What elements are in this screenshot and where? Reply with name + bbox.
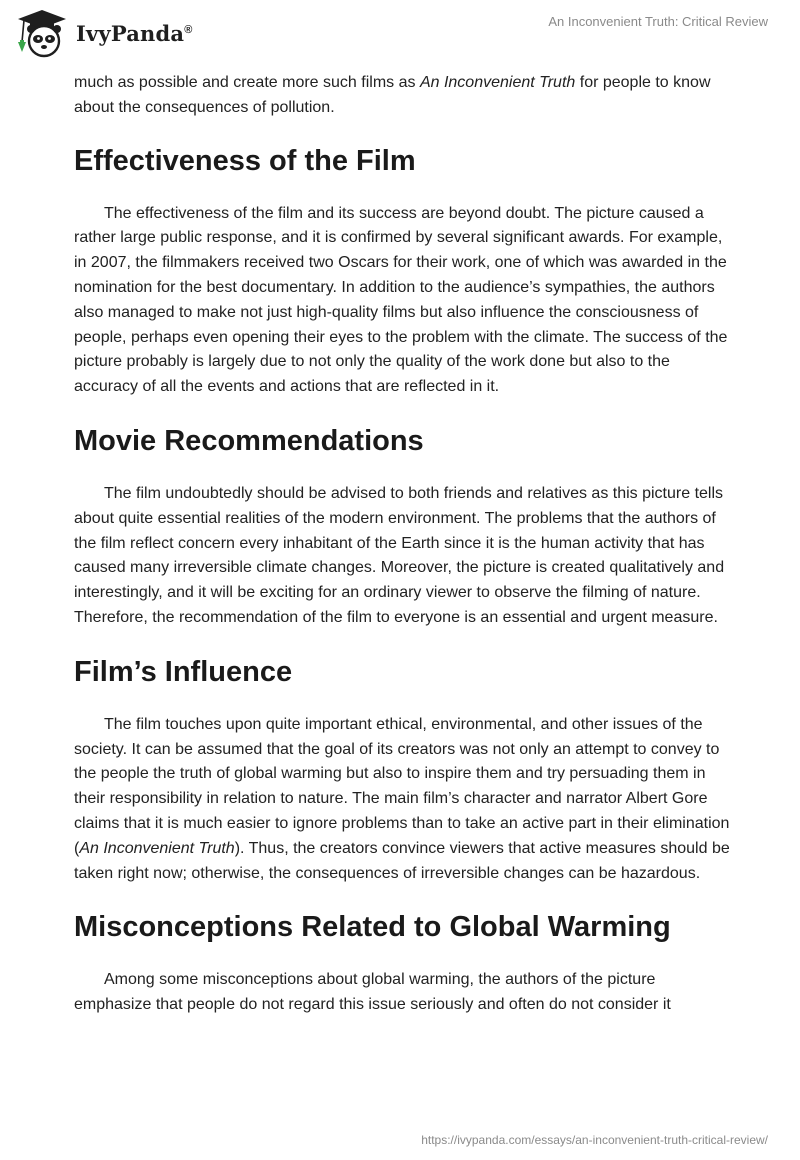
- film-title-italic: An Inconvenient Truth: [419, 74, 576, 91]
- panda-graduate-icon: [14, 8, 70, 58]
- page-header: [0, 0, 800, 70]
- section-heading-misconceptions: Misconceptions Related to Global Warming: [74, 911, 671, 944]
- section-heading-influence: Film’s Influence: [74, 655, 293, 688]
- citation-italic: An Inconvenient Truth: [79, 839, 235, 857]
- document-title: An Inconvenient Truth: Critical Review: [548, 14, 768, 29]
- essay-body: [74, 71, 730, 1018]
- section-paragraph-recommendations: The film undoubtedly should be advised to both friends and relatives as this picture tells about quite essential realities of the modern environment. The problems that the authors of the film reflect concern every inhabitant of the Earth since it is the human activity that has caused many irreversible climate changes. Moreover, the picture is created qualitatively and interestingly, and it will be exciting for an ordinary viewer to observe the filming of nature. Therefore, the recommendation of the film to everyone is an essential and urgent measure.: [74, 484, 725, 626]
- source-url[interactable]: https://ivypanda.com/essays/an-inconvenient-truth-critical-review/: [421, 1133, 768, 1147]
- section-paragraph-misconceptions: Among some misconceptions about global warming, the authors of the picture emphasize that people do not regard this issue seriously and often do not consider it: [74, 971, 671, 1014]
- section-paragraph-influence: The film touches upon quite important ethical, environmental, and other issues of the society. It can be assumed that the goal of its creators was not only an attempt to convey to the people the truth of global warming but also to inspire them and try persuading them in their responsibility in relation to nature. The main film’s character and narrator Albert Gore claims that it is much easier to ignore problems than to take an active part in their elimination (An Inconvenient Truth). Thus, the creators convince viewers that active measures should be taken right now; otherwise, the consequences of irreversible changes can be hazardous.: [74, 715, 730, 882]
- ivypanda-logo[interactable]: [14, 8, 193, 58]
- registered-mark: ®: [184, 23, 193, 36]
- section-heading-effectiveness: Effectiveness of the Film: [74, 144, 416, 177]
- brand-name: IvyPanda®: [76, 20, 193, 46]
- section-paragraph-effectiveness: The effectiveness of the film and its success are beyond doubt. The picture caused a rather large public response, and it is confirmed by several significant awards. For example, in 2007, the filmmakers received two Oscars for their work, one of which was awarded in the nomination for the best documentary. In addition to the audience’s sympathies, the authors also managed to make not just high-quality films but also influence the consciousness of people, perhaps even opening their eyes to the problem with the climate. The success of the picture probably is largely due to not only the quality of the work done but also to the accuracy of all the events and actions that are reflected in it.: [74, 204, 728, 396]
- intro-paragraph: much as possible and create more such films as An Inconvenient Truth for people to know about the consequences of pollution.: [74, 74, 711, 116]
- section-heading-recommendations: Movie Recommendations: [74, 424, 424, 457]
